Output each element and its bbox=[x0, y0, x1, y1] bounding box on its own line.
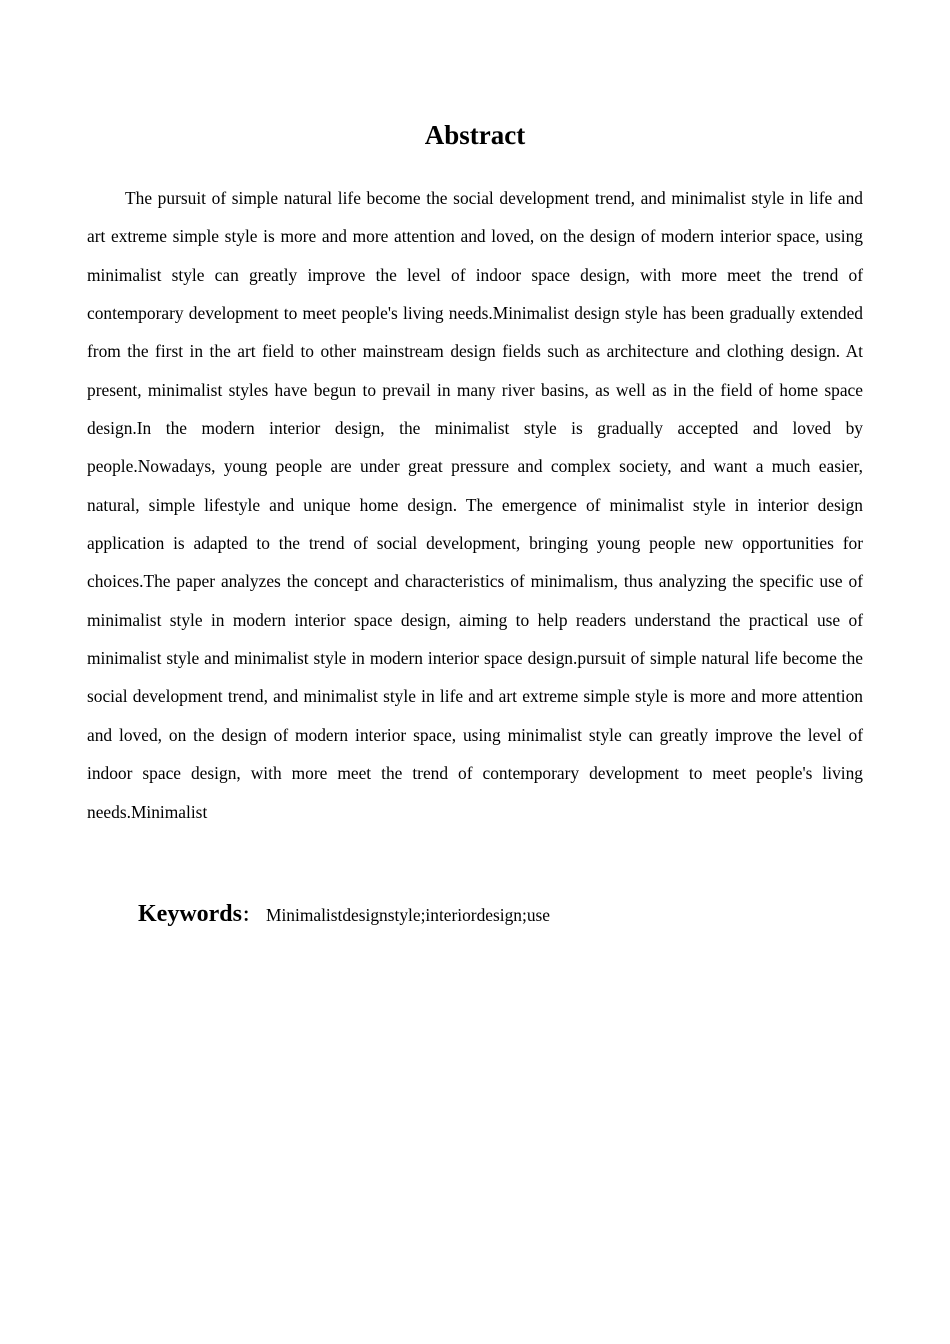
keywords-separator: ： bbox=[242, 905, 260, 925]
keywords-line bbox=[138, 896, 863, 935]
keywords-label: Keywords bbox=[138, 901, 242, 927]
keywords-value: Minimalistdesignstyle;interiordesign;use bbox=[266, 905, 551, 925]
abstract-body: The pursuit of simple natural life become the social development trend, and minimalist style in life and art extreme simple style is more and more attention and loved, on the design of modern interior space, using minimalist style can greatly improve the level of indoor space design, with more meet the trend of contemporary development to meet people's living needs.Minimalist design style has been gradually extended from the first in the art field to other mainstream design fields such as architecture and clothing design. At present, minimalist styles have begun to prevail in many river basins, as well as in the field of home space design.In the modern interior design, the minimalist style is gradually accepted and loved by people.Nowadays, young people are under great pressure and complex society, and want a much easier, natural, simple lifestyle and unique home design. The emergence of minimalist style in interior design application is adapted to the trend of social development, bringing young people new opportunities for choices.The paper analyzes the concept and characteristics of minimalism, thus analyzing the specific use of minimalist style in modern interior space design, aiming to help readers understand the practical use of minimalist style and minimalist style in modern interior space design.pursuit of simple natural life become the social development trend, and minimalist style in life and art extreme simple style is more and more attention and loved, on the design of modern interior space, using minimalist style can greatly improve the level of indoor space design, with more meet the trend of contemporary development to meet people's living needs.Minimalist bbox=[87, 188, 863, 822]
abstract-title: Abstract bbox=[424, 120, 526, 150]
